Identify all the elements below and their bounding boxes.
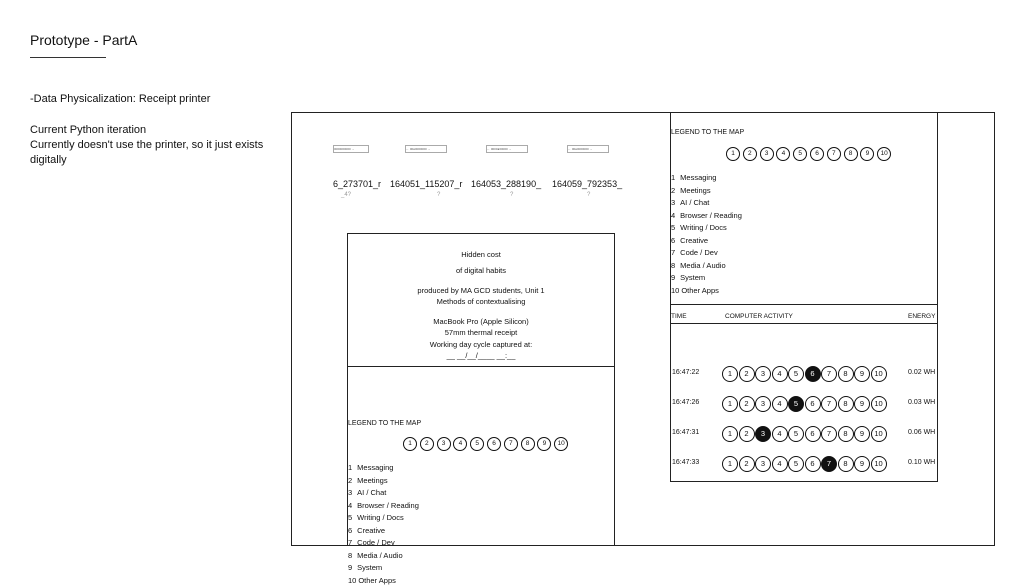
legend-number: 10 <box>671 285 680 295</box>
legend-number: 8 <box>671 260 676 270</box>
file-name-overflow: ? <box>437 192 441 198</box>
category-circle: 9 <box>854 396 870 412</box>
divider <box>671 304 937 305</box>
legend-circles <box>726 147 896 162</box>
legend-row <box>671 273 705 282</box>
category-circle: 8 <box>838 456 854 472</box>
category-circle: 1 <box>726 147 740 161</box>
legend-row <box>671 286 719 295</box>
category-circle: 5 <box>788 366 804 382</box>
category-circle: 3 <box>755 426 771 442</box>
category-circle: 9 <box>854 456 870 472</box>
row-energy: 0.02 WH <box>908 369 936 376</box>
category-circle: 1 <box>722 366 738 382</box>
file-name[interactable]: 6_273701_r <box>333 179 382 189</box>
category-circle: 5 <box>793 147 807 161</box>
legend-number: 3 <box>671 198 676 207</box>
legend-number: 1 <box>348 463 353 472</box>
legend-number: 10 <box>348 575 357 585</box>
category-circle: 7 <box>504 437 518 451</box>
row-time: 16:47:26 <box>672 399 700 406</box>
category-circle: 6 <box>805 456 821 472</box>
receipt-methods: Methods of contextualising <box>436 297 526 306</box>
desc-line: Currently doesn't use the printer, so it just exists <box>30 139 264 151</box>
category-circle: 6 <box>805 426 821 442</box>
category-circle: 5 <box>470 437 484 451</box>
category-circle: 5 <box>788 426 804 442</box>
legend-label: Browser / Reading <box>357 500 419 510</box>
receipt-output-panel <box>670 112 938 482</box>
legend-label: Media / Audio <box>357 550 403 560</box>
legend-number: 9 <box>671 273 676 282</box>
legend-number: 3 <box>348 488 353 497</box>
legend-row <box>671 198 709 207</box>
legend-label: AI / Chat <box>357 488 387 497</box>
legend-row <box>348 576 396 585</box>
activity-circles <box>722 366 892 381</box>
category-circle: 3 <box>755 366 771 382</box>
category-circle: 3 <box>755 396 771 412</box>
activity-circles <box>722 456 892 471</box>
legend-row <box>671 223 727 232</box>
file-name-overflow: ? <box>510 192 514 198</box>
legend-row <box>671 186 711 195</box>
receipt-paper: 57mm thermal receipt <box>444 328 518 337</box>
file-thumbnail[interactable]: ← 0000●00000 → <box>486 145 528 153</box>
legend-number: 7 <box>671 248 676 257</box>
legend-label: Media / Audio <box>680 260 726 270</box>
category-circle: 9 <box>854 426 870 442</box>
file-name-overflow: _4? <box>341 192 352 198</box>
category-circle: 8 <box>838 396 854 412</box>
legend-row <box>348 526 385 535</box>
legend-label: System <box>357 563 383 572</box>
legend-number: 8 <box>348 550 353 560</box>
category-circle: 7 <box>821 456 837 472</box>
legend-label: Meetings <box>357 475 388 485</box>
legend-row <box>348 538 395 547</box>
category-circle: 4 <box>453 437 467 451</box>
file-name[interactable]: 164059_792353_ <box>552 179 623 189</box>
row-time: 16:47:33 <box>672 459 700 466</box>
category-circle: 8 <box>838 426 854 442</box>
legend-row <box>671 261 726 270</box>
category-circle: 4 <box>776 147 790 161</box>
category-circle: 6 <box>805 396 821 412</box>
legend-number: 6 <box>671 235 676 245</box>
legend-title: LEGEND TO THE MAP <box>671 129 745 136</box>
category-circle: 7 <box>821 366 837 382</box>
file-name-overflow: ? <box>587 192 591 198</box>
legend-row <box>348 551 403 560</box>
divider <box>671 323 937 324</box>
category-circle: 4 <box>772 456 788 472</box>
category-circle: 10 <box>877 147 891 161</box>
category-circle: 9 <box>854 366 870 382</box>
category-circle: 9 <box>860 147 874 161</box>
category-circle: 10 <box>871 456 887 472</box>
legend-label: Other Apps <box>358 575 396 585</box>
legend-number: 1 <box>671 173 676 182</box>
legend-label: Browser / Reading <box>680 210 742 220</box>
legend-label: Code / Dev <box>680 248 718 257</box>
category-circle: 5 <box>788 396 804 412</box>
legend-row <box>671 173 716 182</box>
legend-label: Messaging <box>357 463 394 472</box>
category-circle: 8 <box>844 147 858 161</box>
design-canvas <box>291 112 995 585</box>
category-circle: 3 <box>760 147 774 161</box>
category-circle: 10 <box>871 396 887 412</box>
slide-title: Prototype - PartA <box>30 32 138 48</box>
category-circle: 10 <box>871 366 887 382</box>
legend-row <box>348 476 388 485</box>
receipt-divider <box>348 366 614 367</box>
legend-label: Writing / Docs <box>680 223 727 232</box>
receipt-captured: Working day cycle captured at: <box>429 340 533 349</box>
category-circle: 4 <box>772 396 788 412</box>
legend-row <box>348 501 419 510</box>
col-activity-header: COMPUTER ACTIVITY <box>725 313 793 320</box>
slide-subtitle: -Data Physicalization: Receipt printer <box>30 93 211 105</box>
desc-line: Current Python iteration <box>30 124 147 136</box>
file-thumbnail[interactable]: ← 00●0000000 → <box>567 145 609 153</box>
desc-line: digitally <box>30 154 67 166</box>
row-time: 16:47:31 <box>672 429 700 436</box>
legend-number: 2 <box>348 475 353 485</box>
legend-number: 5 <box>348 513 353 522</box>
activity-circles <box>722 396 892 411</box>
category-circle: 1 <box>722 426 738 442</box>
legend-row <box>671 236 708 245</box>
category-circle: 1 <box>403 437 417 451</box>
category-circle: 7 <box>821 426 837 442</box>
category-circle: 8 <box>838 366 854 382</box>
category-circle: 2 <box>420 437 434 451</box>
legend-row <box>671 211 742 220</box>
legend-number: 9 <box>348 563 353 572</box>
category-circle: 8 <box>521 437 535 451</box>
legend-row <box>348 488 386 497</box>
category-circle: 10 <box>871 426 887 442</box>
legend-label: Meetings <box>680 185 711 195</box>
receipt-preview <box>347 233 615 585</box>
file-thumbnail[interactable]: 0000000000 → <box>333 145 369 153</box>
category-circle: 6 <box>487 437 501 451</box>
legend-label: Messaging <box>680 173 717 182</box>
category-circle: 4 <box>772 426 788 442</box>
legend-row <box>348 463 393 472</box>
legend-title: LEGEND TO THE MAP <box>348 420 422 427</box>
category-circle: 6 <box>805 366 821 382</box>
legend-label: Code / Dev <box>357 538 395 547</box>
receipt-heading: Hidden cost <box>461 250 501 259</box>
category-circle: 1 <box>722 396 738 412</box>
legend-label: Creative <box>680 235 709 245</box>
legend-number: 7 <box>348 538 353 547</box>
legend-row <box>671 248 718 257</box>
legend-label: Creative <box>357 525 386 535</box>
legend-circles <box>403 437 573 452</box>
activity-circles <box>722 426 892 441</box>
receipt-blank: __ __/__/____ __:__ <box>446 351 516 360</box>
category-circle: 2 <box>743 147 757 161</box>
category-circle: 7 <box>827 147 841 161</box>
legend-label: Other Apps <box>681 285 719 295</box>
col-energy-header: ENERGY <box>908 313 936 320</box>
legend-row <box>348 513 404 522</box>
category-circle: 7 <box>821 396 837 412</box>
col-time-header: TIME <box>671 313 687 320</box>
row-time: 16:47:22 <box>672 369 700 376</box>
legend-label: Writing / Docs <box>357 513 404 522</box>
receipt-device: MacBook Pro (Apple Silicon) <box>433 317 529 326</box>
category-circle: 2 <box>739 456 755 472</box>
category-circle: 2 <box>739 396 755 412</box>
category-circle: 2 <box>739 426 755 442</box>
receipt-heading-2: of digital habits <box>455 266 507 275</box>
category-circle: 10 <box>554 437 568 451</box>
category-circle: 1 <box>722 456 738 472</box>
category-circle: 5 <box>788 456 804 472</box>
legend-number: 4 <box>348 500 353 510</box>
category-circle: 9 <box>537 437 551 451</box>
category-circle: 4 <box>772 366 788 382</box>
category-circle: 6 <box>810 147 824 161</box>
legend-number: 6 <box>348 525 353 535</box>
file-thumbnail[interactable]: ← 00●0000000 → <box>405 145 447 153</box>
legend-number: 5 <box>671 223 676 232</box>
legend-number: 2 <box>671 185 676 195</box>
legend-label: AI / Chat <box>680 198 710 207</box>
receipt-produced: produced by MA GCD students, Unit 1 <box>417 286 545 295</box>
file-name[interactable]: 164051_115207_r <box>390 179 463 189</box>
legend-row <box>348 563 382 572</box>
category-circle: 2 <box>739 366 755 382</box>
row-energy: 0.10 WH <box>908 459 936 466</box>
legend-label: System <box>680 273 706 282</box>
row-energy: 0.06 WH <box>908 429 936 436</box>
row-energy: 0.03 WH <box>908 399 936 406</box>
legend-number: 4 <box>671 210 676 220</box>
category-circle: 3 <box>437 437 451 451</box>
file-name[interactable]: 164053_288190_ <box>471 179 542 189</box>
slide-description <box>30 123 280 168</box>
title-underline <box>30 57 106 58</box>
category-circle: 3 <box>755 456 771 472</box>
